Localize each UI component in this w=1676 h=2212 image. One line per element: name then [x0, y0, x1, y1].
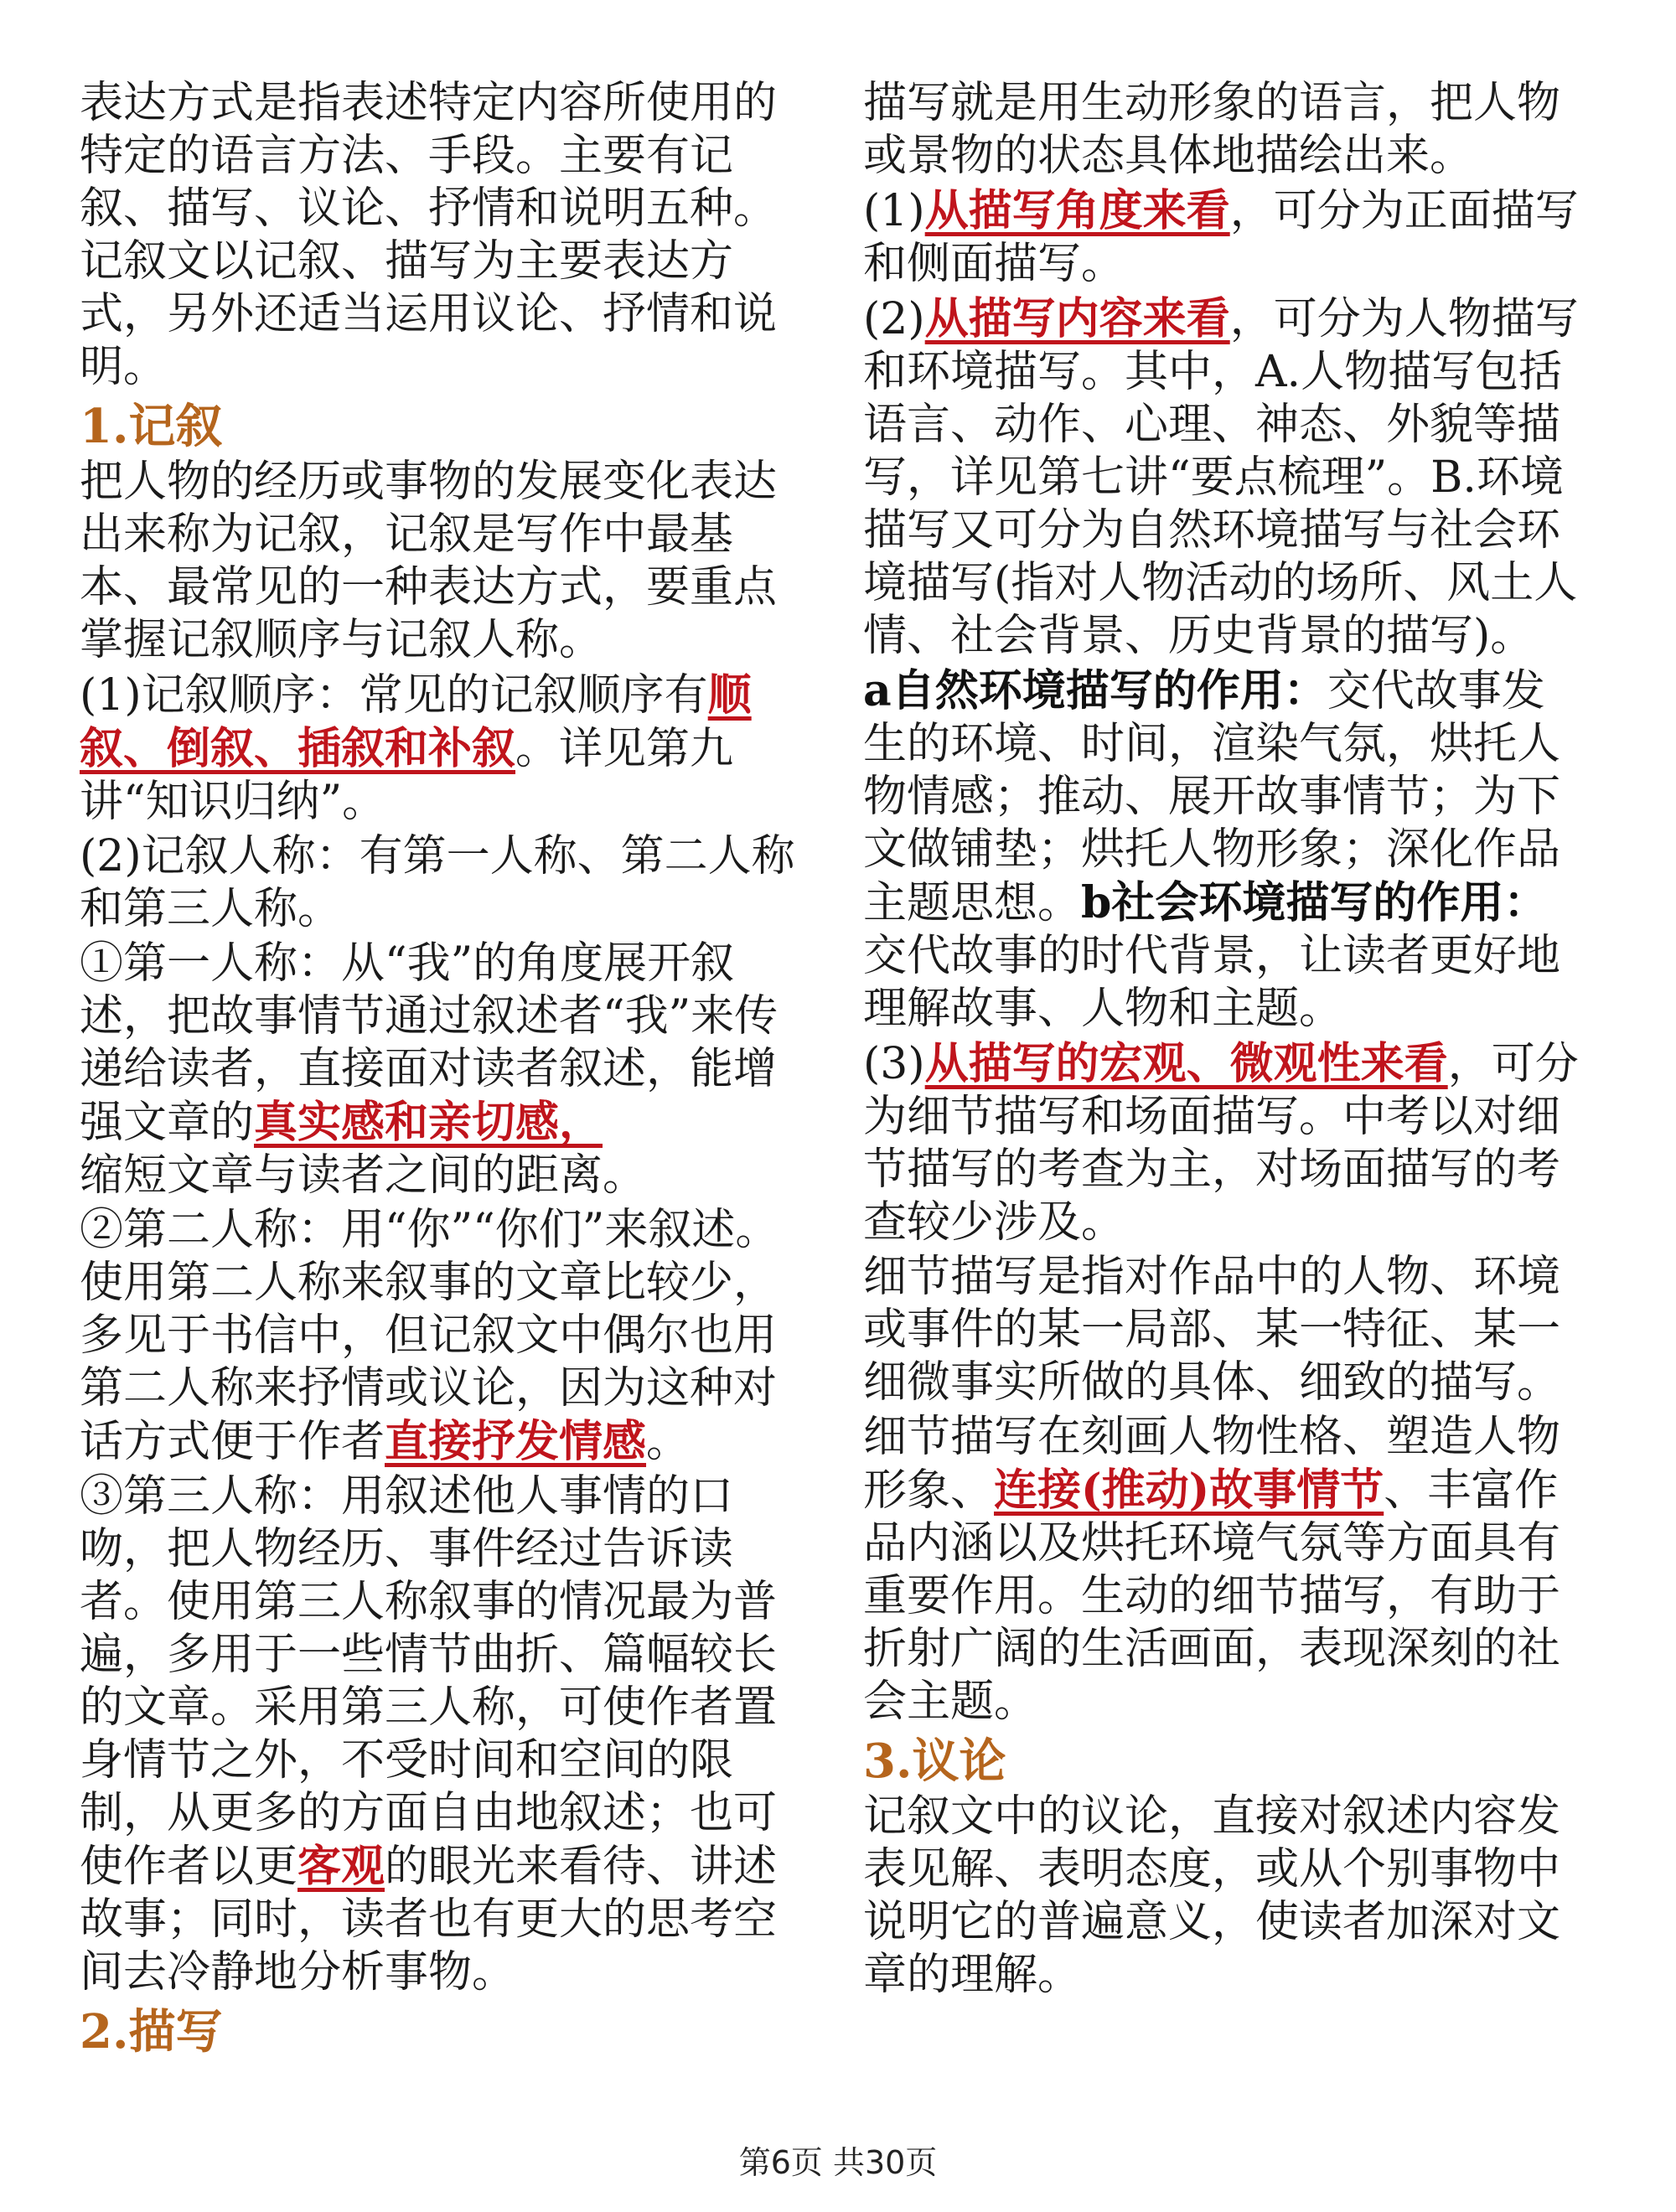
narration-definition: 把人物的经历或事物的发展变化表达出来称为记叙，记叙是写作中最基本、最常见的一种表达方式，要重点掌握记叙顺序与记叙人称。: [80, 457, 778, 665]
text: 细节描写在刻画人物性格、塑造人物形象、: [863, 1412, 1561, 1516]
second-person-paragraph: [80, 1204, 809, 1469]
text: (1)记叙顺序：常见的记叙顺序有: [80, 670, 708, 721]
text: ①第一人称：从“我”的角度展开叙述，把故事情节通过叙述者“我”来传递给读者，直接面对读者叙述，能增强文章的: [80, 938, 779, 1148]
detail-definition: 细节描写是指对作品中的人物、环境或事件的某一局部、某一特征、某一细微事实所做的具体、细致的描写。: [863, 1252, 1561, 1408]
section-title-narration: 1.记叙: [80, 399, 223, 454]
first-person-paragraph: [80, 938, 809, 1202]
text: ③第三人称：用叙述他人事情的口吻，把人物经历、事件经过告诉读者。使用第三人称叙事的情况最为普遍，多用于一些情节曲折、篇幅较长的文章。采用第三人称，可使作者置身情节之外，不受时间和空间的限制，从更多的方面自由地叙述；也可使作者以更: [80, 1471, 778, 1892]
highlight-content: 从描写内容来看: [924, 293, 1230, 344]
text: 、丰富作品内涵以及烘托环境气氛等方面具有重要作用。生动的细节描写，有助于折射广阔的生活画面，表现深刻的社会主题。: [863, 1465, 1561, 1727]
narration-person-paragraph: (2)记叙人称：有第一人称、第二人称和第三人称。: [80, 831, 795, 934]
text: (2): [863, 294, 925, 344]
text: ，可分为人物描写和环境描写。其中，A.人物描写包括语言、动作、心理、神态、外貌等描写，详见第七讲“要点梳理”。B.环境描写又可分为自然环境描写与社会环境描写(指对人物活动的场所、风土人情、社会背景、历史背景的描写)。: [863, 294, 1579, 661]
third-person-paragraph: [80, 1470, 809, 1999]
page-number: 第6页 共30页: [738, 2144, 938, 2181]
highlight-authenticity: 真实感和亲切感，: [254, 1097, 603, 1148]
description-definition: 描写就是用生动形象的语言，把人物或景物的状态具体地描绘出来。: [863, 78, 1561, 181]
highlight-plot: 连接(推动)故事情节: [994, 1465, 1384, 1516]
bold-social-env: b社会环境描写的作用：: [1081, 877, 1548, 928]
bold-natural-env: a自然环境描写的作用：: [863, 665, 1327, 716]
text: 交代故事发生的环境、时间，渲染气氛，烘托人物情感；推动、展开故事情节；为下文做铺垫；烘托人物形象；深化作品主题思想。: [863, 666, 1561, 928]
text: 的眼光来看待、讲述故事；同时，读者也有更大的思考空间去冷静地分析事物。: [80, 1842, 778, 1998]
narration-order-paragraph: [80, 669, 809, 829]
highlight-narration-orders: 顺叙、倒叙、插叙和补叙: [80, 669, 752, 774]
highlight-scale: 从描写的宏观、微观性来看: [924, 1038, 1448, 1089]
highlight-objective: 客观: [297, 1841, 385, 1892]
highlight-angle: 从描写角度来看: [924, 185, 1230, 236]
text: 。: [646, 1417, 691, 1467]
left-column: [80, 77, 809, 2061]
section-title-description: 2.描写: [80, 2004, 223, 2060]
text: ，可分为细节描写和场面描写。中考以对细节描写的考查为主，对场面描写的考查较少涉及。: [863, 1039, 1579, 1248]
argument-definition: 记叙文中的议论，直接对叙述内容发表见解、表明态度，或从个别事物中说明它的普遍意义，使读者加深对文章的理解。: [863, 1791, 1561, 2000]
text: (1): [863, 186, 925, 236]
description-content-paragraph: [863, 292, 1584, 663]
right-column: [863, 77, 1584, 2003]
environment-function-paragraph: [863, 664, 1584, 1036]
section-title-argument: 3.议论: [863, 1734, 1006, 1789]
text: 缩短文章与读者之间的距离。: [80, 1150, 647, 1201]
highlight-express-emotion: 直接抒发情感: [385, 1416, 647, 1467]
text: ，可分为正面描写和侧面描写。: [863, 186, 1579, 289]
detail-function-paragraph: [863, 1411, 1584, 1729]
description-angle-paragraph: [863, 184, 1584, 291]
text: (3): [863, 1039, 925, 1089]
text: ②第二人称：用“你”“你们”来叙述。使用第二人称来叙事的文章比较少，多见于书信中，但记叙文中偶尔也用第二人称来抒情或议论，因为这种对话方式便于作者: [80, 1205, 779, 1467]
text: 交代故事的时代背景，让读者更好地理解故事、人物和主题。: [863, 931, 1561, 1034]
intro-paragraph: 表达方式是指表述特定内容所使用的特定的语言方法、手段。主要有记叙、描写、议论、抒情和说明五种。记叙文以记叙、描写为主要表达方式，另外还适当运用议论、抒情和说明。: [80, 78, 778, 392]
text: 。详见第九讲“知识归纳”。: [80, 724, 734, 827]
description-scale-paragraph: [863, 1037, 1584, 1249]
